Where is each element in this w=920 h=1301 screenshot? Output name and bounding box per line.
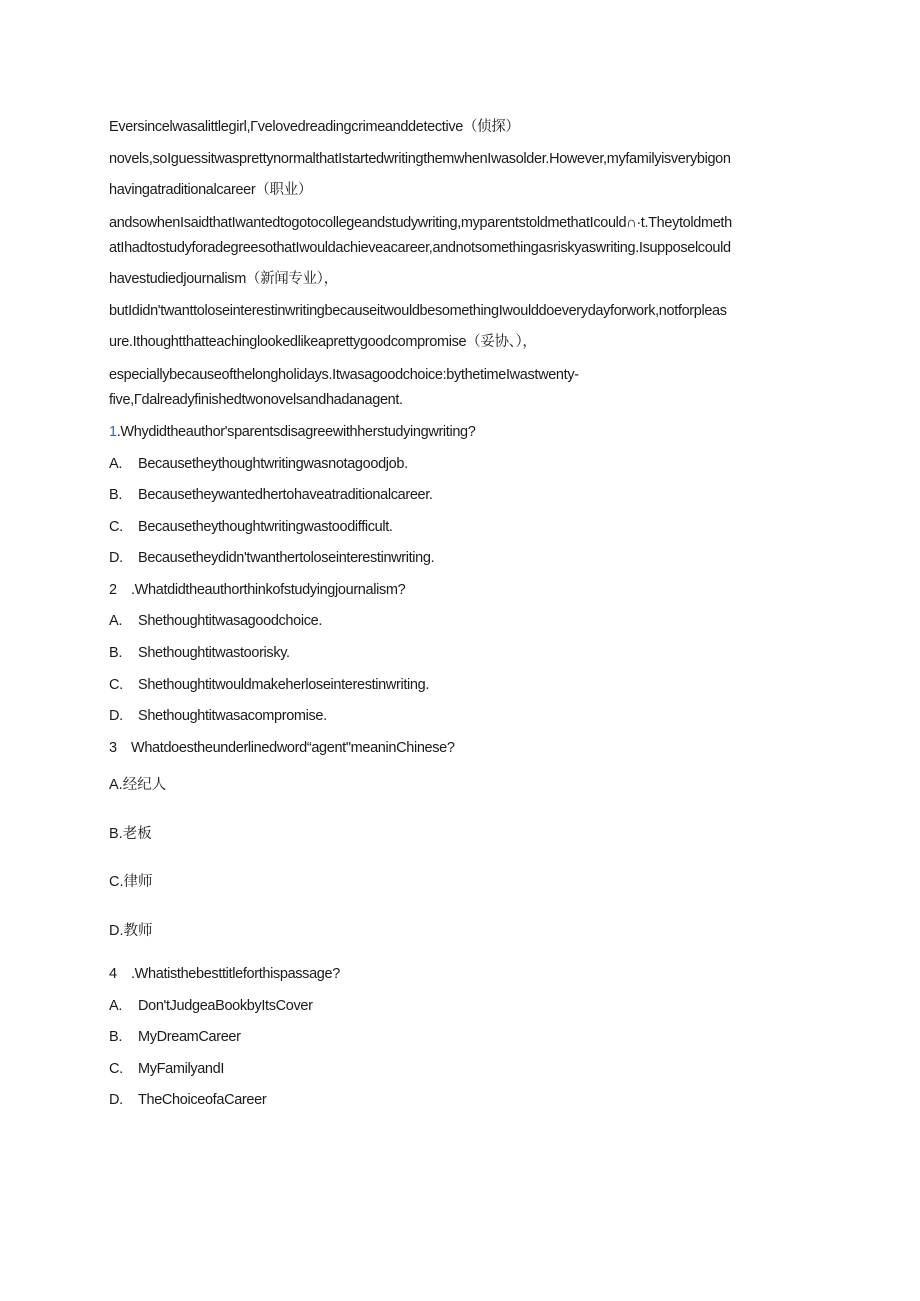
option-text: Becausetheythoughtwritingwastoodifficult.: [138, 519, 393, 535]
option-text: Shethoughtitwastoorisky.: [138, 645, 290, 661]
option-letter: D.: [109, 708, 123, 724]
option-letter: C.: [109, 677, 123, 693]
question-text: .Whydidtheauthor'sparentsdisagreewithherstudyingwriting?: [116, 424, 476, 440]
passage-line: ure.Ithoughtthatteachinglookedlikeaprettygoodcompromise（妥协、），: [109, 334, 537, 350]
option-letter: C.: [109, 1061, 123, 1077]
option-letter: A.: [109, 998, 122, 1014]
question-prompt: [109, 581, 405, 599]
option-letter: B.: [109, 1029, 122, 1045]
option-text: Becausetheywantedhertohaveatraditionalcareer.: [138, 487, 433, 503]
option-text: Becausetheythoughtwritingwasnotagoodjob.: [138, 456, 408, 472]
passage-line: Eversincelwasalittlegirl,Γvelovedreadingcrimeanddetective（侦探）: [109, 119, 520, 135]
option-c[interactable]: [109, 1060, 224, 1078]
question-prompt: [109, 739, 455, 757]
option-c[interactable]: [109, 676, 429, 694]
option-d[interactable]: [109, 707, 327, 725]
question-text: Whatdoestheunderlinedword“agent"meaninChinese?: [131, 740, 455, 756]
passage-line: butIdidn'twanttoloseinterestinwritingbecauseitwouldbesomethingIwoulddoeverydayforwork,notforpleas: [109, 303, 727, 319]
option-text: Becausetheydidn'twanthertoloseinterestinwriting.: [138, 550, 435, 566]
option-letter: A.: [109, 613, 122, 629]
option-letter: A.: [109, 456, 122, 472]
question-prompt: [109, 423, 476, 441]
option-text: MyFamilyandI: [138, 1061, 225, 1077]
option-a[interactable]: [109, 997, 313, 1015]
option-text: Shethoughtitwasagoodchoice.: [138, 613, 323, 629]
option-c[interactable]: C.律师: [109, 874, 153, 890]
option-letter: B.: [109, 645, 122, 661]
option-a[interactable]: [109, 612, 322, 630]
question-number: 3: [109, 740, 117, 756]
option-d[interactable]: [109, 1091, 266, 1109]
passage-line: especiallybecauseofthelongholidays.Itwasagoodchoice:bythetimeIwastwenty-: [109, 367, 579, 383]
passage-line: havingatraditionalcareer（职业）: [109, 182, 312, 198]
option-text: Shethoughtitwouldmakeherloseinterestinwriting.: [138, 677, 429, 693]
question-number: 1: [109, 424, 117, 440]
option-a[interactable]: [109, 455, 408, 473]
option-b[interactable]: [109, 486, 433, 504]
question-text: .Whatdidtheauthorthinkofstudyingjournalism?: [131, 582, 406, 598]
passage-line: five,Γdalreadyfinishedtwonovelsandhadanagent.: [109, 392, 403, 408]
option-text: Shethoughtitwasacompromise.: [138, 708, 327, 724]
option-letter: D.: [109, 1092, 123, 1108]
option-d[interactable]: [109, 549, 434, 567]
passage-line: novels,soIguessitwasprettynormalthatIstartedwritingthemwhenIwasolder.However,myfamilyisverybigon: [109, 151, 731, 167]
option-b[interactable]: [109, 1028, 241, 1046]
option-text: TheChoiceofaCareer: [138, 1092, 267, 1108]
passage-line: atIhadtostudyforadegreesothatIwouldachieveacareer,andnotsomethingasriskyaswriting.Isupposelcould: [109, 240, 731, 256]
option-letter: B.: [109, 487, 122, 503]
question-number: 4: [109, 966, 117, 982]
question-prompt: [109, 965, 340, 983]
option-b[interactable]: [109, 644, 290, 662]
question-number: 2: [109, 582, 117, 598]
question-text: .Whatisthebesttitleforthispassage?: [131, 966, 340, 982]
option-letter: D.: [109, 550, 123, 566]
option-letter: C.: [109, 519, 123, 535]
option-b[interactable]: B.老板: [109, 826, 152, 842]
option-c[interactable]: [109, 518, 393, 536]
passage-line: andsowhenIsaidthatIwantedtogotocollegeandstudywriting,myparentstoldmethatIcould∩·t.Theytoldmeth: [109, 215, 732, 231]
option-text: MyDreamCareer: [138, 1029, 241, 1045]
option-text: Don'tJudgeaBookbyItsCover: [138, 998, 313, 1014]
option-a[interactable]: A.经纪人: [109, 777, 167, 793]
passage-line: havestudiedjournalism（新闻专业），: [109, 271, 338, 287]
option-d[interactable]: D.教师: [109, 923, 153, 939]
